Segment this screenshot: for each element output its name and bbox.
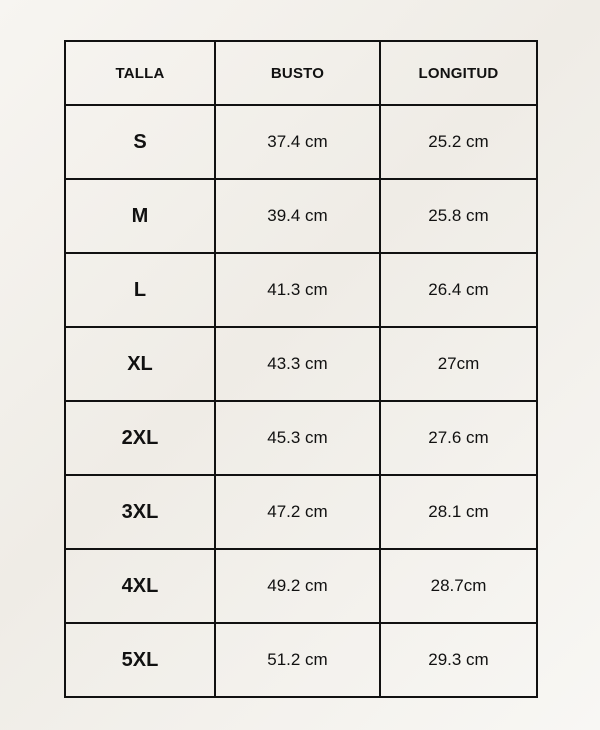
table-row — [65, 475, 537, 549]
length-cell: 28.1 cm — [380, 475, 537, 549]
length-cell: 25.2 cm — [380, 105, 537, 179]
bust-cell: 39.4 cm — [215, 179, 380, 253]
length-cell: 29.3 cm — [380, 623, 537, 697]
size-cell: 4XL — [65, 549, 215, 623]
length-cell: 25.8 cm — [380, 179, 537, 253]
size-cell: L — [65, 253, 215, 327]
header-longitud: LONGITUD — [380, 41, 537, 105]
bust-cell: 49.2 cm — [215, 549, 380, 623]
size-cell: M — [65, 179, 215, 253]
bust-cell: 43.3 cm — [215, 327, 380, 401]
length-cell: 26.4 cm — [380, 253, 537, 327]
size-cell: XL — [65, 327, 215, 401]
size-cell: 2XL — [65, 401, 215, 475]
table-row — [65, 623, 537, 697]
table-row — [65, 401, 537, 475]
length-cell: 27.6 cm — [380, 401, 537, 475]
bust-cell: 51.2 cm — [215, 623, 380, 697]
size-cell: S — [65, 105, 215, 179]
length-cell: 28.7cm — [380, 549, 537, 623]
size-chart-table — [64, 40, 538, 698]
bust-cell: 47.2 cm — [215, 475, 380, 549]
table-row — [65, 327, 537, 401]
bust-cell: 45.3 cm — [215, 401, 380, 475]
bust-cell: 41.3 cm — [215, 253, 380, 327]
table-row — [65, 105, 537, 179]
header-row — [65, 41, 537, 105]
table-row — [65, 253, 537, 327]
table-row — [65, 549, 537, 623]
bust-cell: 37.4 cm — [215, 105, 380, 179]
length-cell: 27cm — [380, 327, 537, 401]
size-cell: 3XL — [65, 475, 215, 549]
table-row — [65, 179, 537, 253]
size-cell: 5XL — [65, 623, 215, 697]
header-talla: TALLA — [65, 41, 215, 105]
header-busto: BUSTO — [215, 41, 380, 105]
